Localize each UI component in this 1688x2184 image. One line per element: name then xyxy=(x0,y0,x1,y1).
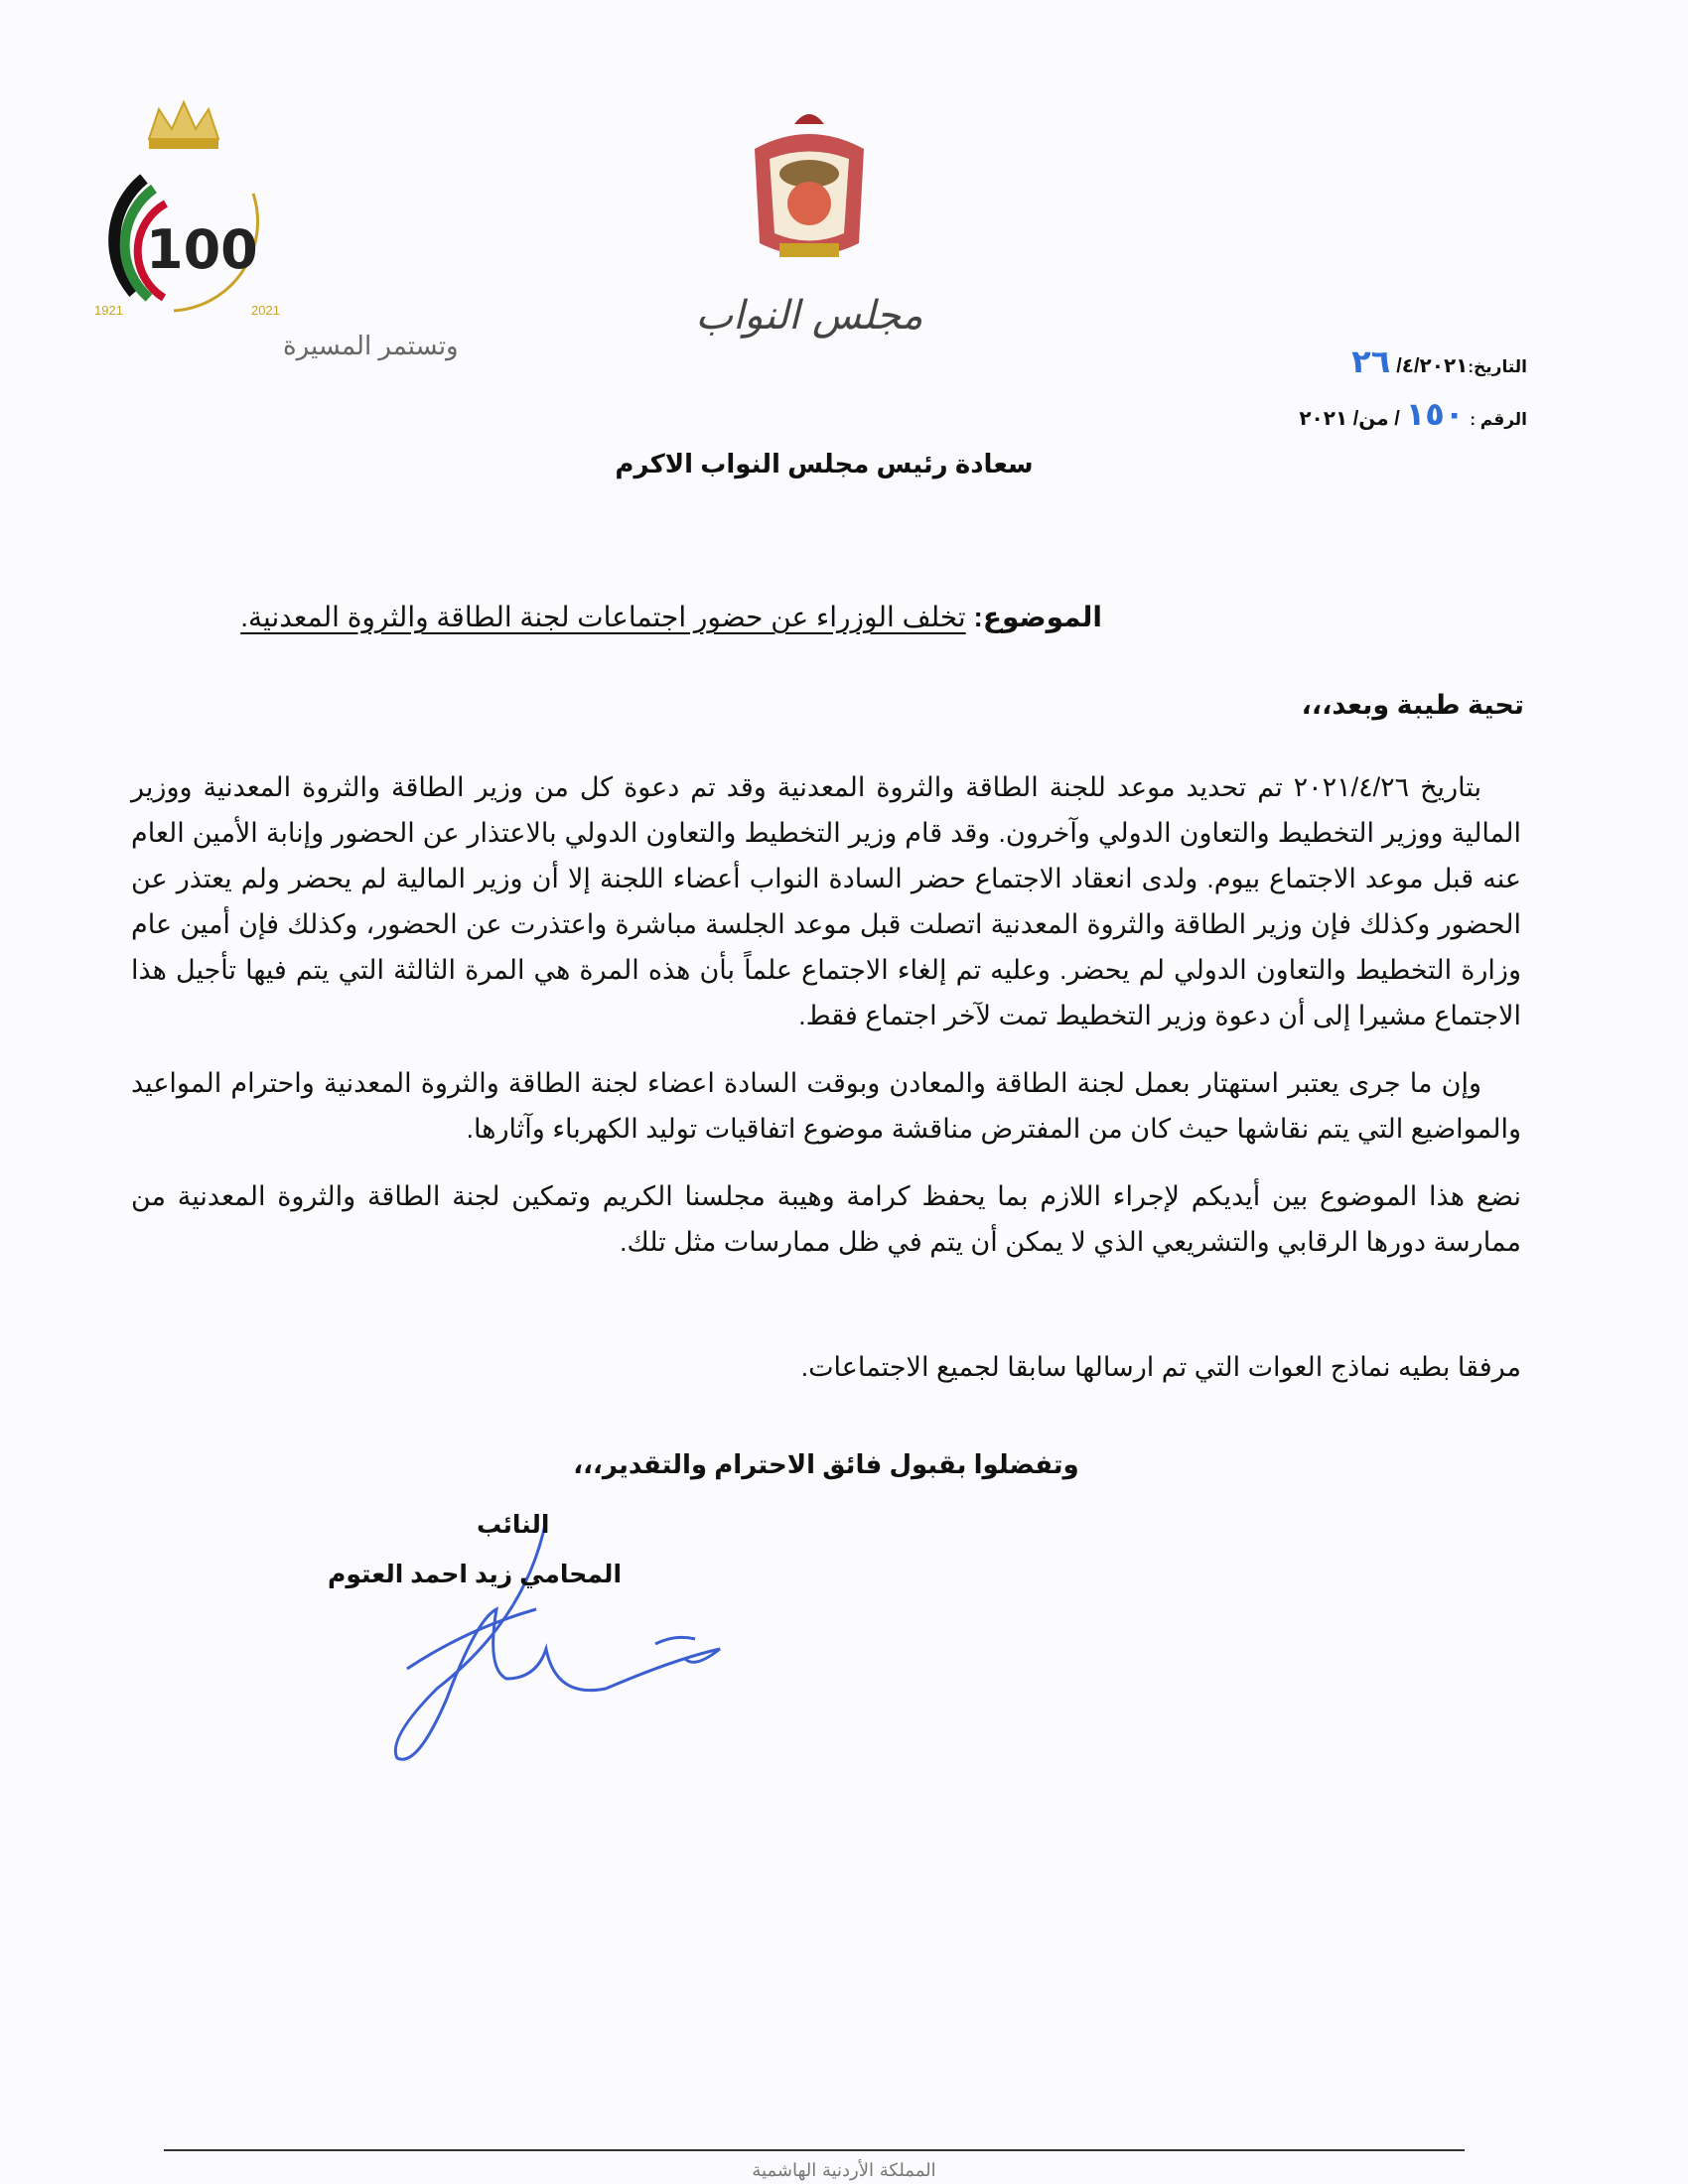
centennial-logo xyxy=(74,94,459,362)
greeting: تحية طيبة وبعد،،، xyxy=(1301,690,1524,720)
attachment-note: مرفقا بطيه نماذج العوات التي تم ارسالها سابقا لجميع الاجتماعات. xyxy=(800,1352,1521,1382)
logo-year-end: 2021 xyxy=(251,303,280,318)
date-rest: /٤/٢٠٢١ xyxy=(1396,355,1469,377)
number-rest: / من/ ٢٠٢١ xyxy=(1299,408,1400,430)
body-paragraph-1: بتاريخ ٢٠٢١/٤/٢٦ تم تحديد موعد للجنة الطاقة والثروة المعدنية وقد تم دعوة كل من وزير الطاقة والثروة المعدنية ووزير المالية ووزير التخطيط والتعاون الدولي وآخرون. وقد قام وزير التخطيط والتعاون الدولي بالاعتذار عن الحضور وإنابة الأمين العام عنه قبل موعد الاجتماع بيوم. ولدى انعقاد الاجتماع حضر السادة النواب أعضاء اللجنة إلا أن وزير المالية لم يحضر ولم يعتذر عن الحضور وكذلك فإن وزير الطاقة والثروة المعدنية اتصلت قبل موعد الجلسة مباشرة واعتذرت عن الحضور، وكذلك فإن أمين عام وزارة التخطيط والتعاون الدولي لم يحضر. وعليه تم إلغاء الاجتماع علماً بأن هذه المرة هي المرة الثالثة التي يتم فيها تأجيل هذا الاجتماع مشيرا إلى أن دعوة وزير التخطيط تمت لآخر اجتماع فقط. xyxy=(131,772,1522,1030)
logo-number: 100 xyxy=(146,218,258,281)
subject-text: تخلف الوزراء عن حضور اجتماعات لجنة الطاقة والثروة المعدنية. xyxy=(240,602,966,632)
date-label: التاريخ: xyxy=(1468,357,1527,376)
logo-slogan: وتستمر المسيرة xyxy=(283,331,459,360)
footer-divider xyxy=(164,2149,1465,2151)
signer-title: النائب xyxy=(477,1511,550,1539)
date-line xyxy=(1345,342,1527,380)
date-day: ٢٦ xyxy=(1351,343,1391,379)
crown-icon xyxy=(149,102,218,149)
number-value: ١٥٠ xyxy=(1405,396,1465,432)
addressee: سعادة رئيس مجلس النواب الاكرم xyxy=(615,449,1034,478)
letter-body xyxy=(131,764,1521,1808)
logo-year-start: 1921 xyxy=(94,303,123,318)
subject-label: الموضوع: xyxy=(973,602,1102,632)
signer-block xyxy=(131,1510,1521,1808)
body-paragraph-2: وإن ما جرى يعتبر استهتار بعمل لجنة الطاقة والمعادن وبوقت السادة اعضاء لجنة الطاقة والثروة المعدنية واحترام المواعيد والمواضيع التي يتم نقاشها حيث كان من المفترض مناقشة موضوع اتفاقيات توليد الكهرباء وآثارها. xyxy=(131,1068,1521,1144)
body-paragraph-3: نضع هذا الموضوع بين أيديكم لإجراء اللازم بما يحفظ كرامة وهيبة مجلسنا الكريم وتمكين لجنة الطاقة والثروة المعدنية من ممارسة دورها الرقابي والتشريعي الذي لا يمكن أن يتم في ظل ممارسات مثل تلك. xyxy=(131,1181,1521,1257)
number-label: الرقم : xyxy=(1470,410,1527,429)
reference-number-line xyxy=(1299,395,1527,433)
coat-of-arms-emblem xyxy=(740,104,879,273)
signer-name: المحامي زيد احمد العتوم xyxy=(328,1561,623,1588)
subject-line xyxy=(240,601,1102,633)
institution-name: مجلس النواب xyxy=(695,293,923,339)
footer-text: المملكة الأردنية الهاشمية xyxy=(752,2160,936,2181)
closing-line: وتفضلوا بقبول فائق الاحترام والتقدير،،، xyxy=(573,1449,1079,1479)
handwritten-signature xyxy=(377,1500,735,1768)
